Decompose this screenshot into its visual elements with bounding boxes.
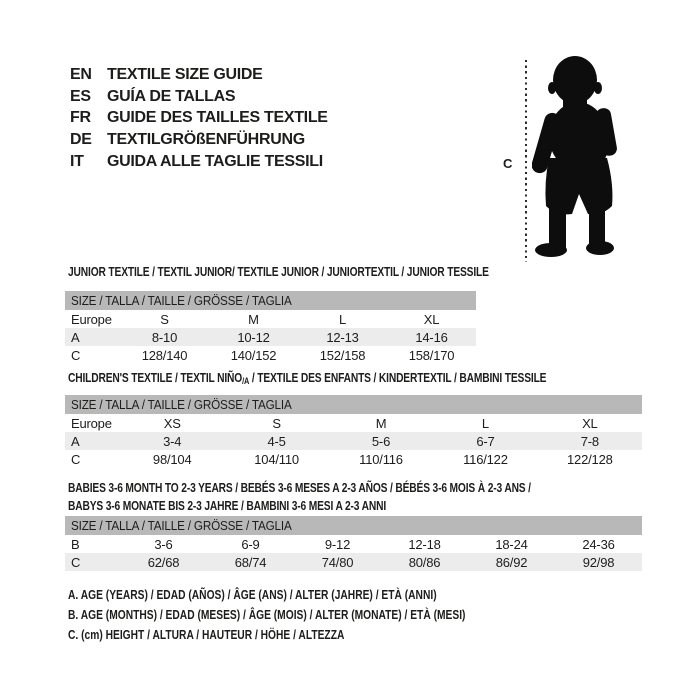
size-cell: M: [248, 311, 259, 327]
value-cell: 3-6: [154, 536, 173, 552]
language-code: IT: [70, 152, 84, 170]
size-cell: XL: [423, 311, 440, 327]
table-row-height-c: [65, 346, 476, 364]
size-cell: S: [272, 415, 281, 431]
value-cell: 158/170: [408, 347, 455, 363]
language-code: ES: [70, 87, 91, 105]
table-row-age-b: [65, 535, 642, 553]
height-measure-dotted-line: [525, 60, 527, 262]
language-label: GUIDA ALLE TAGLIE TESSILI: [107, 152, 323, 170]
language-code: EN: [70, 65, 92, 83]
value-cell: 74/80: [321, 554, 354, 570]
size-header-label: SIZE / TALLA / TAILLE / GRÖSSE / TAGLIA: [71, 518, 292, 533]
value-cell: 128/140: [141, 347, 188, 363]
row-label: C: [71, 554, 81, 570]
height-measure-label: C: [503, 156, 513, 171]
language-row-en: [70, 64, 328, 86]
row-label: A: [71, 433, 80, 449]
babies-section-title: [68, 479, 531, 515]
children-title-subscript: /A: [242, 376, 250, 386]
value-cell: 9-12: [324, 536, 351, 552]
value-cell: 10-12: [237, 329, 270, 345]
row-label: Europe: [71, 415, 112, 431]
children-section-title: [68, 371, 546, 388]
row-label: B: [71, 536, 80, 552]
table-row-height-c: [65, 450, 642, 468]
babies-title-line1: BABIES 3-6 MONTH TO 2-3 YEARS / BEBÉS 3-6 MESES A 2-3 AÑOS / BÉBÉS 3-6 MOIS À 2-3 ANS /: [68, 481, 531, 495]
junior-size-table: [65, 291, 476, 364]
language-row-de: [70, 129, 328, 151]
size-header-label: SIZE / TALLA / TAILLE / GRÖSSE / TAGLIA: [71, 293, 292, 308]
value-cell: 8-10: [151, 329, 178, 345]
footnote-c: C. (cm) HEIGHT / ALTURA / HAUTEUR / HÖHE / ALTEZZA: [68, 628, 345, 642]
language-code: FR: [70, 109, 91, 127]
value-cell: 116/122: [463, 451, 508, 467]
row-label: A: [71, 329, 80, 345]
size-header-label: SIZE / TALLA / TAILLE / GRÖSSE / TAGLIA: [71, 397, 292, 412]
value-cell: 14-16: [415, 329, 448, 345]
value-cell: 18-24: [495, 536, 528, 552]
language-list: [70, 64, 328, 172]
language-label: TEXTILE SIZE GUIDE: [107, 65, 263, 83]
footnote-a: A. AGE (YEARS) / EDAD (AÑOS) / ÂGE (ANS) / ALTER (JAHRE) / ETÀ (ANNI): [68, 588, 437, 602]
size-cell: L: [481, 415, 489, 431]
value-cell: 3-4: [163, 433, 182, 449]
value-cell: 110/116: [359, 451, 403, 467]
value-cell: 5-6: [371, 433, 391, 449]
row-label: Europe: [71, 311, 112, 327]
language-label: TEXTILGRÖßENFÜHRUNG: [107, 130, 305, 148]
row-label: C: [71, 451, 81, 467]
language-row-it: [70, 151, 328, 173]
size-cell: S: [160, 311, 169, 327]
language-label: GUIDE DES TAILLES TEXTILE: [107, 109, 328, 127]
value-cell: 80/86: [408, 554, 441, 570]
language-row-es: [70, 86, 328, 108]
footnote-b: B. AGE (MONTHS) / EDAD (MESES) / ÂGE (MOIS) / ALTER (MONATE) / ETÀ (MESI): [68, 608, 466, 622]
size-header-bar: [65, 395, 642, 414]
baby-toddler-silhouette: [532, 54, 628, 270]
value-cell: 68/74: [234, 554, 267, 570]
value-cell: 62/68: [147, 554, 180, 570]
size-header-bar: [65, 291, 476, 310]
table-row-age-a: [65, 432, 642, 450]
junior-section-title: JUNIOR TEXTILE / TEXTIL JUNIOR/ TEXTILE JUNIOR / JUNIORTEXTIL / JUNIOR TESSILE: [68, 265, 489, 279]
value-cell: 12-18: [408, 536, 441, 552]
table-row-age-a: [65, 328, 476, 346]
size-cell: XS: [163, 415, 181, 431]
value-cell: 92/98: [582, 554, 615, 570]
value-cell: 98/104: [152, 451, 192, 467]
size-header-bar: [65, 516, 642, 535]
value-cell: 104/110: [254, 451, 299, 467]
value-cell: 152/158: [319, 347, 366, 363]
value-cell: 122/128: [567, 451, 613, 467]
children-title-suffix: / TEXTILE DES ENFANTS / KINDERTEXTIL / BAMBINI TESSILE: [249, 371, 547, 385]
babies-size-table: [65, 516, 642, 571]
value-cell: 7-8: [580, 433, 599, 449]
row-label: C: [71, 347, 81, 363]
children-size-table: [65, 395, 642, 468]
table-row-europe: [65, 310, 476, 328]
babies-title-line2: BABYS 3-6 MONATE BIS 2-3 JAHRE / BAMBINI 3-6 MESI A 2-3 ANNI: [68, 499, 387, 513]
value-cell: 4-5: [267, 433, 286, 449]
value-cell: 6-9: [241, 536, 260, 552]
language-label: GUÍA DE TALLAS: [107, 87, 236, 105]
table-row-height-c: [65, 553, 642, 571]
value-cell: 140/152: [230, 347, 277, 363]
value-cell: 86/92: [495, 554, 528, 570]
footnotes: [68, 585, 553, 645]
value-cell: 6-7: [476, 433, 495, 449]
size-cell: L: [338, 311, 347, 327]
value-cell: 12-13: [326, 329, 359, 345]
value-cell: 24-36: [582, 536, 615, 552]
table-row-europe: [65, 414, 642, 432]
language-row-fr: [70, 107, 328, 129]
language-code: DE: [70, 130, 92, 148]
children-title-prefix: CHILDREN'S TEXTILE / TEXTIL NIÑO: [68, 371, 243, 385]
size-cell: M: [375, 415, 387, 431]
size-cell: XL: [582, 415, 598, 431]
